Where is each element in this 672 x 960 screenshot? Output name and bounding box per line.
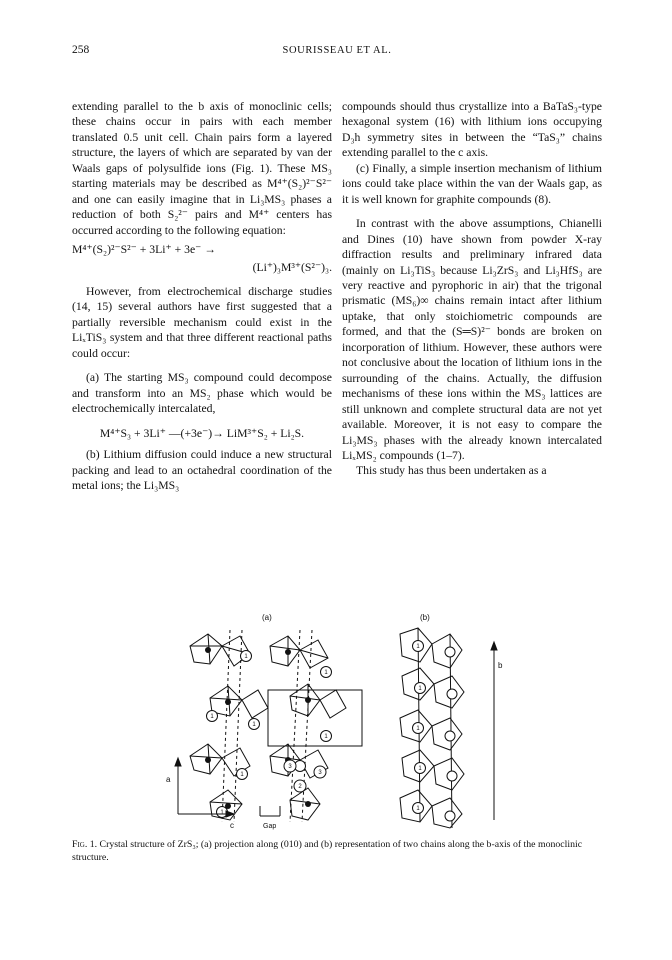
caption-text: Crystal structure of ZrS₃; (a) projection along (010) and (b) representation of two chains along the b-axis of the monoclinic structure. (72, 839, 583, 863)
right-paragraph-2: (c) Finally, a simple insertion mechanism of lithium ions could take place within the van der Waals gap, as it is well known for graphite compounds (8). (342, 161, 602, 206)
page-header (72, 44, 602, 60)
gap-marker (260, 806, 280, 830)
right-paragraph-4: This study has thus been undertaken as a (356, 464, 547, 478)
atom-label-1: 1 (324, 670, 328, 676)
running-head: SOURISSEAU ET AL. (282, 45, 392, 56)
atom-label-1: 1 (416, 726, 420, 732)
atom-label-3: 3 (318, 770, 322, 776)
page-number: 258 (72, 44, 90, 56)
atom-label-1: 1 (220, 810, 224, 816)
crystal-structure-figure (150, 606, 590, 832)
panel-a-dashed-chain-lines (222, 630, 312, 822)
equation-1-line-1: M⁴⁺(S₂)²⁻S²⁻ + 3Li⁺ + 3e⁻ → (72, 243, 216, 257)
axis-a-label: a (166, 775, 171, 784)
axis-c-label: c (230, 821, 234, 830)
left-paragraph-1: extending parallel to the b axis of monoclinic cells; these chains occur in pairs with each member translated 0.5 unit cell. Chain pairs form a layered structure, the layers of which are separated by van der Waals gaps of polysulfide ions (Fig. 1). These MS₃ starting materials may be described as M⁴⁺(S₂)²⁻S²⁻ and one can easily imagine that in Li₃MS₃ phases a reduction of both S₂²⁻ pairs and M⁴⁺ centers has occurred according to the following equation: (72, 100, 332, 237)
left-paragraph-3: (a) The starting MS₃ compound could decompose and transform into an MS₂ phase which would be electrochemically intercalated, (72, 371, 332, 416)
right-paragraph-3: In contrast with the above assumptions, Chianelli and Dines (10) have shown from powder X-ray diffraction results and preliminary infrared data (mainly on Li₃TiS₃ because Li₃ZrS₃ and Li₃HfS₃ are very reactive and pyrophoric in air) that the trigonal prismatic (MS₆)∞ chains remain intact after lithium uptake, that only stoichiometric compounds are formed, and that the (S═S)²⁻ bonds are broken on incorporation of lithium. However, these authors were not conclusive about the location of lithium ions in the surrounding of the chains. Actually, the diffusion mechanisms of these ions within the MS₃ lattices are still unknown and complete structural data are not yet available. Moreover, it is not easy to compare the Li₃MS₃ phases with the already known intercalated LiₓMS₂ compounds (1–7). (342, 217, 602, 462)
gap-label: Gap (263, 823, 277, 830)
panel-b-label: (b) (420, 613, 430, 622)
panel-b-chains (400, 628, 464, 828)
left-column (72, 99, 332, 493)
structure-drawing (150, 606, 590, 832)
atom-label-2: 2 (298, 784, 302, 790)
left-paragraph-4: (b) Lithium diffusion could induce a new structural packing and lead to an octahedral coordination of the metal ions; the Li₃MS₃ (72, 448, 332, 492)
right-paragraph-1: compounds should thus crystallize into a BaTaS₃-type hexagonal system (16) with lithium ions occupying D₃h symmetry sites in between the “TaS₃” chains extending parallel to the c axis. (342, 100, 602, 160)
atom-label-1: 1 (240, 772, 244, 778)
equation-2: M⁴⁺S₃ + 3Li⁺ —(+3e⁻)→ LiM³⁺S₂ + Li₂S. (99, 426, 305, 440)
equation-1-line-2: (Li⁺)₃M³⁺(S²⁻)₃. (252, 260, 332, 274)
atom-label-1: 1 (418, 766, 422, 772)
unit-cell-outline (268, 690, 362, 746)
figure-caption (72, 838, 602, 864)
atom-label-1: 1 (416, 806, 420, 812)
atom-label-1: 1 (418, 686, 422, 692)
axis-b-label: b (498, 661, 503, 670)
caption-prefix: Fig. 1. (72, 839, 98, 850)
panel-a-label: (a) (262, 613, 272, 622)
atom-label-1: 1 (252, 722, 256, 728)
right-column (342, 99, 602, 479)
panel-b-axis (491, 642, 503, 820)
left-paragraph-2: However, from electrochemical discharge studies (14, 15) several authors have first suggested that a partially reversible mechanism could exist in the LiₓTiS₃ system and that three different reactional paths could occur: (72, 284, 332, 360)
atom-label-1: 1 (210, 714, 214, 720)
atom-label-1: 1 (324, 734, 328, 740)
atom-label-3: 3 (288, 764, 292, 770)
atom-label-1: 1 (244, 654, 248, 660)
atom-label-1: 1 (416, 644, 420, 650)
